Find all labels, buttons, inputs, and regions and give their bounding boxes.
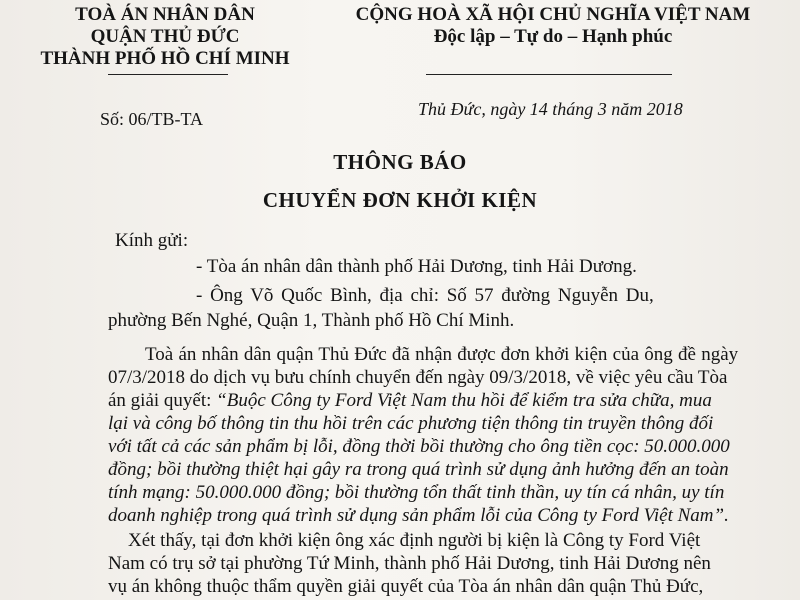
claim-quote-line-4: đồng; bồi thường thiệt hại gây ra trong quá trình sử dụng ảnh hưởng đến an toàn	[108, 459, 729, 480]
recipient-1: - Tòa án nhân dân thành phố Hải Dương, tinh Hải Dương.	[196, 256, 637, 277]
paragraph-1-line-3	[108, 390, 712, 412]
paragraph-1-line-1: Toà án nhân dân quận Thủ Đức đã nhận được đơn khởi kiện của ông đề ngày	[145, 344, 739, 365]
salutation: Kính gửi:	[115, 230, 189, 251]
paragraph-1-line-2: 07/3/2018 do dịch vụ bưu chính chuyển đến ngày 09/3/2018, về việc yêu cầu Tòa	[108, 367, 728, 388]
claim-quote-line-6: doanh nghiệp trong quá trình sử dụng sản phẩm lỗi của Công ty Ford Việt Nam”.	[108, 505, 729, 526]
paragraph-1-intro: án giải quyết:	[108, 390, 217, 411]
nation-name: CỘNG HOÀ XÃ HỘI CHỦ NGHĨA VIỆT NAM	[355, 4, 751, 25]
court-header-underline	[108, 74, 228, 75]
court-header	[40, 4, 290, 70]
national-header	[318, 4, 788, 48]
document-title: THÔNG BÁO	[333, 150, 467, 174]
document-number: Số: 06/TB-TA	[100, 109, 204, 129]
claim-quote-line-5: tính mạng: 50.000.000 đồng; bồi thường tổn thất tinh thần, uy tín cá nhân, uy tín	[108, 482, 725, 503]
place-and-date: Thủ Đức, ngày 14 tháng 3 năm 2018	[418, 99, 683, 119]
paragraph-2-line-1: Xét thấy, tại đơn khởi kiện ông xác định người bị kiện là Công ty Ford Việt	[128, 530, 701, 551]
national-motto: Độc lập – Tự do – Hạnh phúc	[433, 26, 673, 47]
paragraph-2-line-2: Nam có trụ sở tại phường Tứ Minh, thành phố Hải Dương, tinh Hải Dương nên	[108, 553, 711, 574]
recipient-2-line-2: phường Bến Nghé, Quận 1, Thành phố Hồ Chí Minh.	[108, 310, 515, 331]
court-name: TOÀ ÁN NHÂN DÂN	[75, 4, 255, 25]
court-district: QUẬN THỦ ĐỨC	[90, 26, 240, 47]
claim-quote-line-1: “Buộc Công ty Ford Việt Nam thu hồi để kiểm tra sửa chữa, mua	[216, 390, 712, 411]
claim-quote-line-3: với tất cả các sản phẩm bị lỗi, đồng thời bồi thường cho ông tiền cọc: 50.000.000	[108, 436, 730, 457]
recipient-2-line-1: - Ông Võ Quốc Bình, địa chỉ: Số 57 đường Nguyễn Du,	[196, 285, 654, 306]
claim-quote-line-2: lại và công bố thông tin thu hồi trên các phương tiện thông tin truyền thông đối	[108, 413, 714, 434]
paragraph-2-line-3: vụ án không thuộc thẩm quyền giải quyết của Tòa án nhân dân quận Thủ Đức,	[108, 576, 704, 597]
motto-underline	[426, 74, 672, 75]
document-subtitle: CHUYỂN ĐƠN KHỞI KIỆN	[262, 188, 538, 212]
court-city: THÀNH PHỐ HỒ CHÍ MINH	[40, 48, 290, 69]
